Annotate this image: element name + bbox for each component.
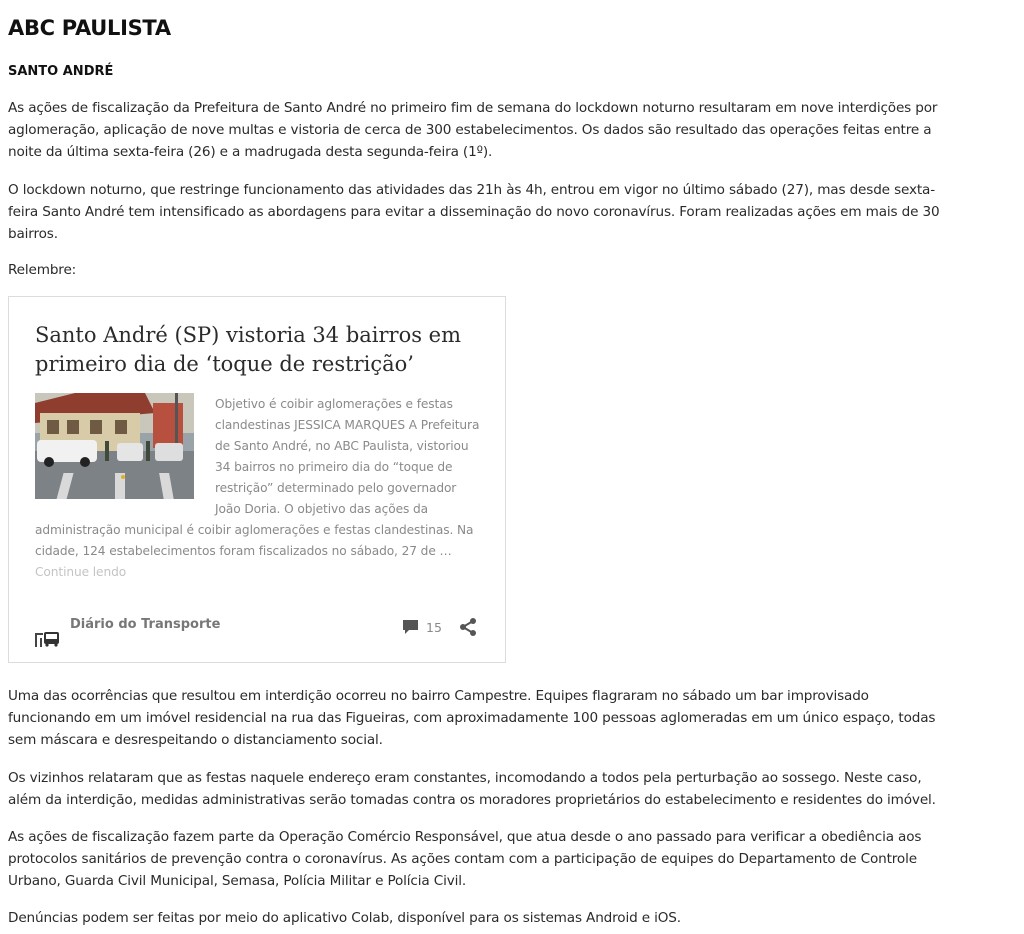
continue-reading-link[interactable]: Continue lendo	[35, 565, 127, 579]
embed-excerpt-text: Objetivo é coibir aglomerações e festas clandestinas JESSICA MARQUES A Prefeitura de Santo André, no ABC Paulista, vistoriou 34 bairros no primeiro dia do “toque de restrição” determinado pelo governador João Doria. O objetivo das ações da administração municipal é coibir aglomerações e festas clandestinas. Na cidade, 124 estabelecimentos foram fiscalizados no sábado, 27 de …	[35, 397, 480, 558]
comment-count[interactable]: 15	[426, 620, 442, 635]
embedded-post-card[interactable]	[8, 296, 506, 663]
paragraph: Os vizinhos relataram que as festas naquele endereço eram constantes, incomodando a todos pela perturbação ao sossego. Neste caso, além da interdição, medidas administrativas serão tomadas contra os moradores proprietários do estabelecimento e residentes do imóvel.	[8, 770, 936, 808]
share-icon[interactable]	[459, 618, 477, 636]
comment-bubble-icon[interactable]	[402, 619, 419, 636]
embed-title-link[interactable]: Santo André (SP) vistoria 34 bairros em primeiro dia de ‘toque de restrição’	[35, 323, 462, 376]
paragraph: Denúncias podem ser feitas por meio do aplicativo Colab, disponível para os sistemas Android e iOS.	[8, 910, 681, 926]
thumbnail-spacer	[35, 394, 215, 519]
relembre-label: Relembre:	[8, 262, 77, 278]
paragraph: As ações de fiscalização fazem parte da Operação Comércio Responsável, que atua desde o ano passado para verificar a obediência aos protocolos sanitários de prevenção contra o coronavírus. As ações contam com a participação de equipes do Departamento de Controle Urbano, Guarda Civil Municipal, Semasa, Polícia Militar e Polícia Civil.	[8, 829, 922, 889]
article-title: ABC PAULISTA	[8, 16, 171, 40]
bus-stop-icon[interactable]	[35, 627, 59, 647]
paragraph: Uma das ocorrências que resultou em interdição ocorreu no bairro Campestre. Equipes flagraram no sábado um bar improvisado funcionando em um imóvel residencial na rua das Figueiras, com aproximadamente 100 pessoas aglomeradas em um único espaço, todas sem máscara e desrespeitando o distanciamento social.	[8, 688, 936, 748]
embed-excerpt	[35, 394, 483, 583]
article-subtitle: SANTO ANDRÉ	[8, 64, 114, 79]
paragraph: O lockdown noturno, que restringe funcionamento das atividades das 21h às 4h, entrou em vigor no último sábado (27), mas desde sexta-feira Santo André tem intensificado as abordagens para evitar a disseminação do novo coronavírus. Foram realizadas ações em mais de 30 bairros.	[8, 182, 940, 242]
embed-source-link[interactable]: Diário do Transporte	[70, 617, 221, 632]
paragraph: As ações de fiscalização da Prefeitura de Santo André no primeiro fim de semana do lockdown noturno resultaram em nove interdições por aglomeração, aplicação de nove multas e vistoria de cerca de 300 estabelecimentos. Os dados são resultado das operações feitas entre a noite da última sexta-feira (26) e a madrugada desta segunda-feira (1º).	[8, 100, 938, 160]
